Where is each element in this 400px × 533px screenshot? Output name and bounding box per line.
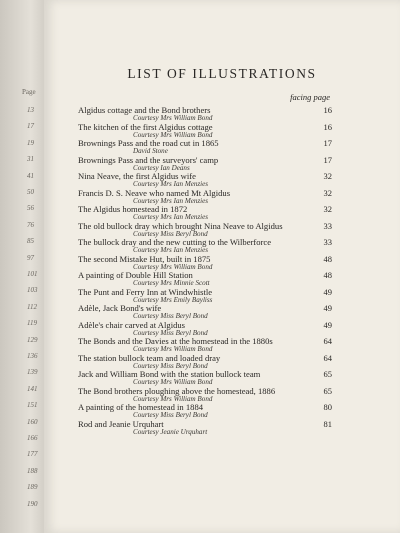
page-title: LIST OF ILLUSTRATIONS — [127, 66, 317, 81]
illustration-credit: Courtesy Mrs William Bond — [133, 130, 213, 139]
list-item — [78, 270, 332, 287]
facing-page-number: 16 — [323, 105, 332, 115]
illustration-caption: The station bullock team and loaded dray — [78, 352, 221, 363]
illustration-credit: Courtesy Mrs William Bond — [133, 394, 213, 403]
list-item — [78, 353, 332, 370]
facing-page-number: 16 — [323, 121, 332, 132]
facing-page-number: 17 — [323, 138, 332, 148]
facing-page-number: 65 — [323, 385, 332, 396]
illustration-credit: Courtesy Mrs Ian Menzies — [133, 213, 209, 221]
gutter-page-number: 50 — [27, 188, 34, 196]
list-item — [78, 237, 332, 254]
facing-page-number: 32 — [323, 204, 332, 214]
gutter-page-number: 160 — [27, 417, 38, 426]
gutter-page-number: 129 — [27, 335, 38, 344]
facing-page-number: 49 — [323, 286, 332, 297]
illustration-credit: Courtesy Mrs William Bond — [133, 345, 213, 353]
illustration-credit: Courtesy Mrs Ian Menzies — [133, 180, 209, 188]
illustration-credit: Courtesy Ian Deans — [133, 163, 190, 172]
illustration-credit: Courtesy Miss Beryl Bond — [133, 312, 208, 320]
gutter-page-number: 56 — [27, 204, 34, 213]
facing-page-number: 49 — [323, 303, 332, 313]
facing-page-number: 48 — [323, 253, 332, 264]
list-item — [78, 320, 332, 337]
illustration-caption: Brownings Pass and the surveyors' camp — [78, 154, 219, 165]
gutter-header: Page — [22, 88, 36, 96]
facing-page-number: 65 — [323, 369, 332, 379]
gutter-page-number: 97 — [27, 253, 34, 262]
gutter-page-number: 112 — [27, 302, 37, 311]
illustration-caption: Adèle's chair carved at Algidus — [78, 319, 186, 330]
illustration-credit: Courtesy Mrs William Bond — [133, 114, 213, 122]
facing-page-number: 33 — [323, 220, 332, 231]
facing-page-number: 32 — [323, 187, 332, 198]
illustration-credit: David Stone — [133, 147, 168, 155]
gutter-page-number: 103 — [27, 286, 38, 295]
gutter-page-number: 177 — [27, 450, 38, 459]
illustration-credit: Courtesy Jeanie Urquhart — [133, 427, 208, 436]
illustration-credit: Courtesy Mrs William Bond — [133, 378, 213, 386]
list-item — [78, 188, 332, 205]
list-item — [78, 254, 332, 271]
gutter-page-number: 151 — [27, 401, 38, 410]
facing-page-number: 81 — [323, 418, 332, 429]
facing-page-number: 64 — [323, 336, 332, 346]
gutter-page-number: 141 — [27, 384, 38, 393]
gutter-page-number: 166 — [27, 434, 38, 442]
list-item — [78, 419, 332, 436]
illustration-caption: The old bullock dray which brought Nina Neave to Algidus — [78, 220, 283, 231]
list-item — [78, 171, 332, 188]
facing-page-number: 49 — [323, 319, 332, 330]
illustration-caption: The Punt and Ferry Inn at Windwhistle — [78, 286, 213, 297]
facing-page-number: 33 — [323, 237, 332, 247]
list-item — [78, 402, 332, 419]
illustration-caption: Francis D. S. Neave who named Mt Algidus — [78, 187, 231, 198]
illustration-credit: Courtesy Miss Beryl Bond — [133, 411, 208, 419]
gutter-page-number: 119 — [27, 319, 37, 328]
gutter-page-number: 85 — [27, 237, 34, 246]
list-item — [78, 155, 332, 172]
illustration-credit: Courtesy Miss Beryl Bond — [133, 361, 208, 370]
illustration-caption: Brownings Pass and the road cut in 1865 — [78, 138, 219, 148]
gutter-page-number: 189 — [27, 483, 38, 492]
gutter-page-number: 19 — [27, 138, 34, 147]
illustration-caption: The bullock dray and the new cutting to the Wilberforce — [78, 237, 272, 247]
list-item — [78, 336, 332, 353]
list-item — [78, 303, 332, 320]
illustration-caption: A painting of the homestead in 1884 — [78, 402, 204, 412]
gutter-page-number: 13 — [27, 106, 34, 114]
illustration-credit: Courtesy Mrs William Bond — [133, 262, 213, 271]
gutter-page-number: 76 — [27, 220, 34, 229]
list-item — [78, 287, 332, 304]
facing-page-number: 17 — [323, 154, 332, 165]
facing-page-number: 80 — [323, 402, 332, 412]
list-item — [78, 138, 332, 155]
list-item — [78, 105, 332, 122]
illustration-caption: Algidus cottage and the Bond brothers — [78, 105, 211, 115]
gutter-page-number: 190 — [27, 499, 38, 508]
illustration-credit: Courtesy Miss Beryl Bond — [133, 328, 208, 337]
list-item — [78, 369, 332, 386]
list-item — [78, 386, 332, 403]
illustration-caption: Nina Neave, the first Algidus wife — [78, 171, 196, 181]
facing-page-number: 64 — [323, 352, 332, 363]
illustration-credit: Courtesy Mrs Emily Bayliss — [133, 295, 213, 304]
gutter-page-number: 31 — [27, 155, 34, 164]
list-item — [78, 221, 332, 238]
illustration-credit: Courtesy Miss Beryl Bond — [133, 229, 208, 238]
facing-page-number: 48 — [323, 270, 332, 280]
gutter-page-number: 17 — [27, 122, 34, 131]
illustration-list — [78, 105, 332, 435]
gutter-page-number: 188 — [27, 466, 38, 475]
illustration-caption: The Bonds and the Davies at the homestead in the 1880s — [78, 336, 273, 346]
illustration-caption: The Algidus homestead in 1872 — [78, 204, 188, 214]
illustration-caption: Jack and William Bond with the station bullock team — [78, 369, 261, 379]
illustration-credit: Courtesy Mrs Ian Menzies — [133, 246, 209, 254]
illustration-caption: The kitchen of the first Algidus cottage — [78, 121, 213, 132]
illustration-credit: Courtesy Mrs Ian Menzies — [133, 196, 209, 205]
illustration-caption: The second Mistake Hut, built in 1875 — [78, 253, 211, 264]
gutter-page-number: 41 — [27, 171, 34, 180]
illustration-caption: The Bond brothers ploughing above the homestead, 1886 — [78, 385, 276, 396]
illustration-caption: A painting of Double Hill Station — [78, 270, 193, 280]
illustration-caption: Rod and Jeanie Urquhart — [78, 418, 164, 429]
facing-page-number: 32 — [323, 171, 332, 181]
gutter-page-number: 139 — [27, 368, 38, 377]
list-item — [78, 204, 332, 221]
facing-page-label: facing page — [290, 92, 330, 102]
illustration-caption: Adèle, Jack Bond's wife — [78, 303, 162, 313]
gutter-page-number: 101 — [27, 270, 38, 278]
list-item — [78, 122, 332, 139]
illustration-credit: Courtesy Mrs Minnie Scott — [133, 279, 210, 287]
gutter-page-number: 136 — [27, 352, 38, 360]
